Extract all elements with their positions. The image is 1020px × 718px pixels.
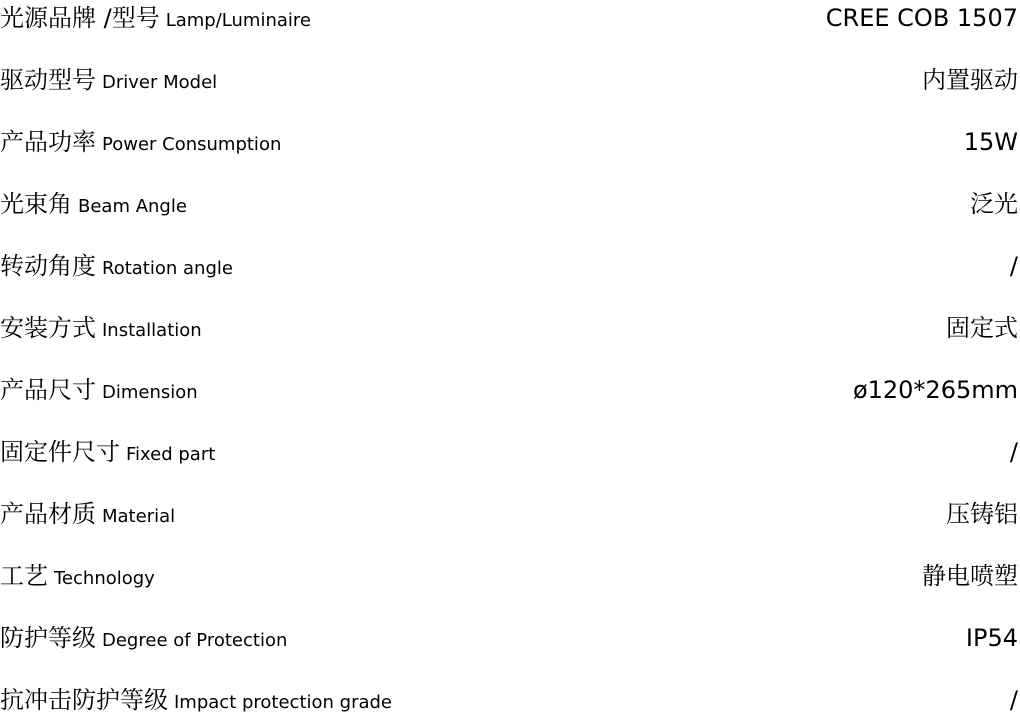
spec-row-power <box>0 120 1020 160</box>
spec-label-zh: 防护等级 <box>0 624 96 652</box>
spec-value: / <box>1009 252 1018 280</box>
spec-label-zh: 固定件尺寸 <box>0 438 120 466</box>
spec-label <box>0 564 155 588</box>
spec-label-en: Installation <box>102 320 202 341</box>
spec-value: / <box>1009 438 1018 466</box>
spec-label-en: Dimension <box>102 382 198 403</box>
spec-row-dimension <box>0 368 1020 408</box>
spec-value: 静电喷塑 <box>922 562 1018 590</box>
spec-value: 泛光 <box>970 190 1018 218</box>
spec-value: CREE COB 1507 <box>825 4 1018 32</box>
spec-row-protection <box>0 616 1020 656</box>
spec-label <box>0 440 215 464</box>
spec-label-zh: 产品材质 <box>0 500 96 528</box>
spec-label-zh: 转动角度 <box>0 252 96 280</box>
spec-label <box>0 316 202 340</box>
spec-label-en: Rotation angle <box>102 258 233 279</box>
spec-label-en: Power Consumption <box>102 134 282 155</box>
spec-label <box>0 6 311 30</box>
spec-row-technology <box>0 554 1020 594</box>
spec-row-fixed-part <box>0 430 1020 470</box>
spec-label <box>0 378 198 402</box>
spec-label-zh: 光源品牌 /型号 <box>0 4 160 32</box>
spec-label-en: Lamp/Luminaire <box>165 10 311 31</box>
spec-label-en: Fixed part <box>126 444 216 465</box>
spec-label-zh: 抗冲击防护等级 <box>0 686 168 714</box>
spec-row-beam-angle <box>0 182 1020 222</box>
spec-label <box>0 688 392 712</box>
spec-value: / <box>1009 686 1018 714</box>
spec-row-material <box>0 492 1020 532</box>
spec-label-zh: 工艺 <box>0 562 48 590</box>
spec-value: IP54 <box>965 624 1018 652</box>
spec-row-driver <box>0 58 1020 98</box>
spec-value: 压铸铝 <box>946 500 1018 528</box>
spec-label <box>0 626 287 650</box>
spec-label-en: Degree of Protection <box>102 630 288 651</box>
spec-label <box>0 192 187 216</box>
spec-label <box>0 68 217 92</box>
spec-label-en: Material <box>102 506 176 527</box>
spec-label <box>0 130 281 154</box>
spec-label-zh: 光束角 <box>0 190 72 218</box>
spec-label-zh: 驱动型号 <box>0 66 96 94</box>
spec-label-en: Technology <box>54 568 155 589</box>
spec-row-installation <box>0 306 1020 346</box>
spec-value: ø120*265mm <box>852 376 1018 404</box>
spec-value: 内置驱动 <box>922 66 1018 94</box>
spec-label-zh: 安装方式 <box>0 314 96 342</box>
spec-value: 固定式 <box>946 314 1018 342</box>
spec-label-en: Impact protection grade <box>174 692 393 713</box>
spec-label <box>0 502 175 526</box>
spec-value: 15W <box>963 128 1018 156</box>
spec-label-zh: 产品功率 <box>0 128 96 156</box>
spec-row-lamp <box>0 0 1020 36</box>
spec-label-en: Driver Model <box>102 72 218 93</box>
spec-row-impact-protection <box>0 678 1020 718</box>
spec-row-rotation <box>0 244 1020 284</box>
spec-label-zh: 产品尺寸 <box>0 376 96 404</box>
spec-label <box>0 254 233 278</box>
spec-label-en: Beam Angle <box>78 196 187 217</box>
